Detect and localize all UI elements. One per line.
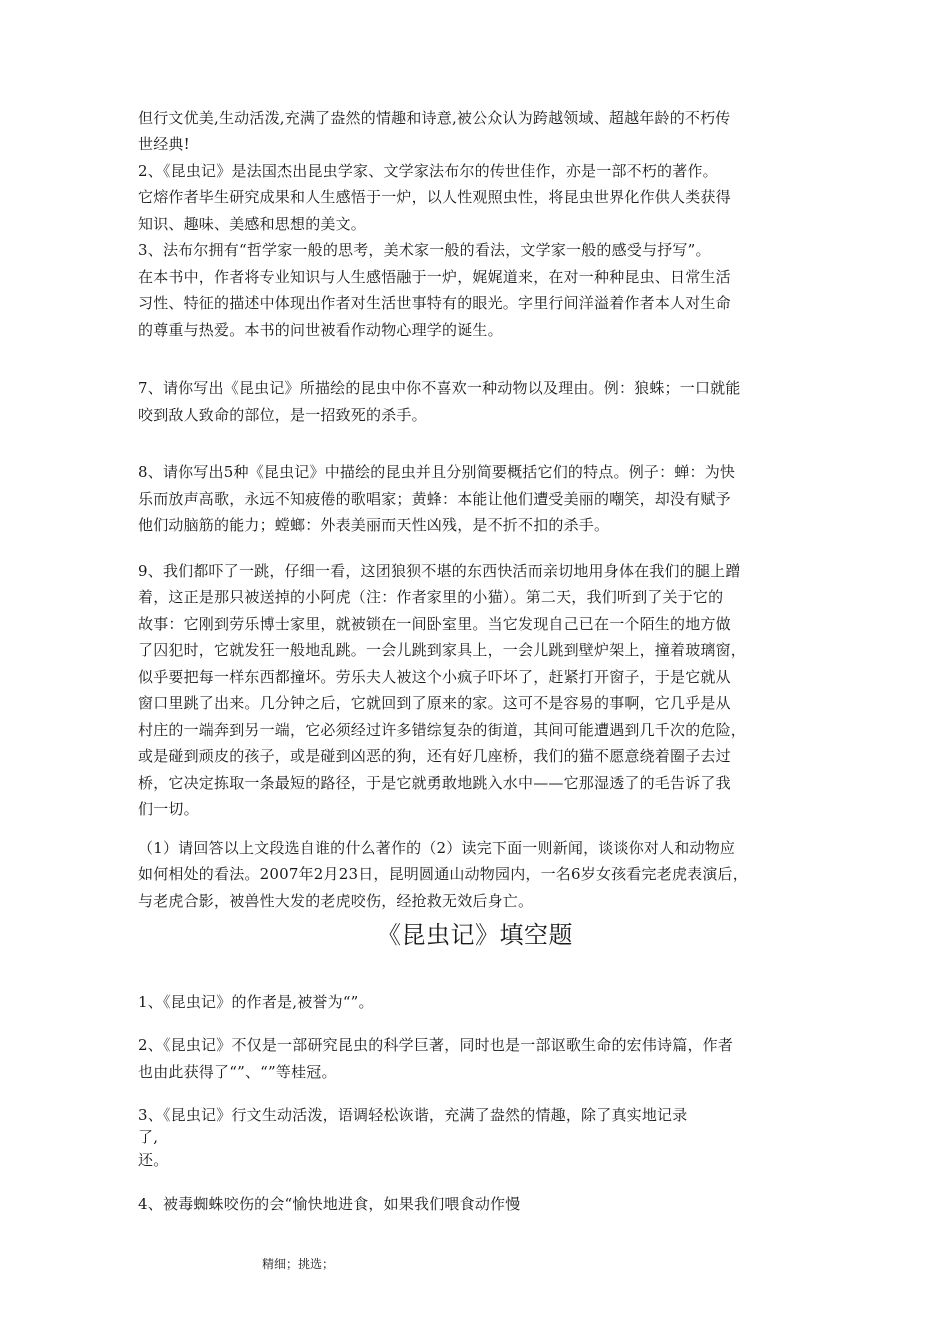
fill-blank-line: 4、被毒蜘蛛咬伤的会“愉快地进食，如果我们喂食动作慢 [138,1195,521,1213]
text-line: 知识、趣味、美感和思想的美文。 [138,215,367,233]
question-7-line: 咬到敌人致命的部位，是一招致死的杀手。 [138,406,427,424]
question-9-line: 或是碰到顽皮的孩子，或是碰到凶恶的狗，还有好几座桥，我们的猫不愿意绕着圈子去过 [138,747,731,765]
text-line: 世经典! [138,135,190,153]
question-8-line: 乐而放声高歌，永远不知疲倦的歌唱家；黄蜂：本能让他们遭受美丽的嘲笑，却没有赋予 [138,490,731,508]
question-9-line: 村庄的一端奔到另一端，它必须经过许多错综复杂的街道，其间可能遭遇到几千次的危险， [138,721,747,739]
question-8-line: 8、请你写出5种《昆虫记》中描绘的昆虫并且分别简要概括它们的特点。例子：蝉：为快 [138,463,736,481]
fill-blank-line: 3、《昆虫记》行文生动活泼，语调轻松诙谐，充满了盎然的情趣，除了真实地记录 [138,1106,688,1124]
question-9-line: 窗口里跳了出来。几分钟之后，它就回到了原来的家。这可不是容易的事啊，它几乎是从 [138,694,731,712]
question-9-line: 着，这正是那只被送掉的小阿虎（注：作者家里的小猫）。第二天，我们听到了关于它的 [138,588,724,606]
question-9-line: 故事：它刚到劳乐博士家里，就被锁在一间卧室里。当它发现自己已在一个陌生的地方做 [138,615,731,633]
subquestion-line: 与老虎合影，被兽性大发的老虎咬伤，经抢救无效后身亡。 [138,892,534,910]
subquestion-line: 如何相处的看法。2007年2月23日，昆明圆通山动物园内，一名6岁女孩看完老虎表演后， [138,865,748,883]
text-line: 3、法布尔拥有“哲学家一般的思考，美术家一般的看法，文学家一般的感受与抒写”。 [138,241,711,259]
fill-blank-line: 也由此获得了“”、“”等桂冠。 [138,1063,337,1081]
text-line: 的尊重与热爱。本书的问世被看作动物心理学的诞生。 [138,321,503,339]
question-7-line: 7、请你写出《昆虫记》所描绘的昆虫中你不喜欢一种动物以及理由。例：狼蛛；一口就能 [138,379,741,397]
question-9-line: 了囚犯时，它就发狂一般地乱跳。一会儿跳到家具上，一会儿跳到壁炉架上，撞着玻璃窗， [138,641,747,659]
question-9-line: 们一切。 [138,800,199,818]
fill-blank-line: 了, [138,1128,159,1146]
question-8-line: 他们动脑筋的能力；螳螂：外表美丽而天性凶残，是不折不扣的杀手。 [138,516,610,534]
question-9-line: 似乎要把每一样东西都撞坏。劳乐夫人被这个小疯子吓坏了，赶紧打开窗子，于是它就从 [138,668,731,686]
text-line: 但行文优美,生动活泼,充满了盎然的情趣和诗意,被公众认为跨越领域、超越年龄的不朽传 [138,109,731,127]
text-line: 习性、特征的描述中体现出作者对生活世事特有的眼光。字里行间洋溢着作者本人对生命 [138,294,731,312]
text-line: 在本书中，作者将专业知识与人生感悟融于一炉，娓娓道来，在对一种种昆虫、日常生活 [138,268,731,286]
question-9-line: 9、我们都吓了一跳，仔细一看，这团狼狈不堪的东西快活而亲切地用身体在我们的腿上蹭 [138,562,741,580]
subquestion-line: （1）请回答以上文段选自谁的什么著作的（2）读完下面一则新闻，谈谈你对人和动物应 [138,839,736,857]
fill-blank-line: 1、《昆虫记》的作者是,被誉为“”。 [138,993,374,1011]
section-title: 《昆虫记》填空题 [377,921,573,949]
question-9-line: 桥，它决定拣取一条最短的路径，于是它就勇敢地跳入水中——它那湿透了的毛告诉了我 [138,774,731,792]
text-line: 2、《昆虫记》是法国杰出昆虫学家、文学家法布尔的传世佳作，亦是一部不朽的著作。 [138,162,718,180]
fill-blank-line: 还。 [138,1151,169,1169]
page-footer: 精细；挑选； [262,1257,335,1271]
text-line: 它熔作者毕生研究成果和人生感悟于一炉，以人性观照虫性，将昆虫世界化作供人类获得 [138,188,731,206]
fill-blank-line: 2、《昆虫记》不仅是一部研究昆虫的科学巨著，同时也是一部讴歌生命的宏伟诗篇，作者 [138,1036,734,1054]
